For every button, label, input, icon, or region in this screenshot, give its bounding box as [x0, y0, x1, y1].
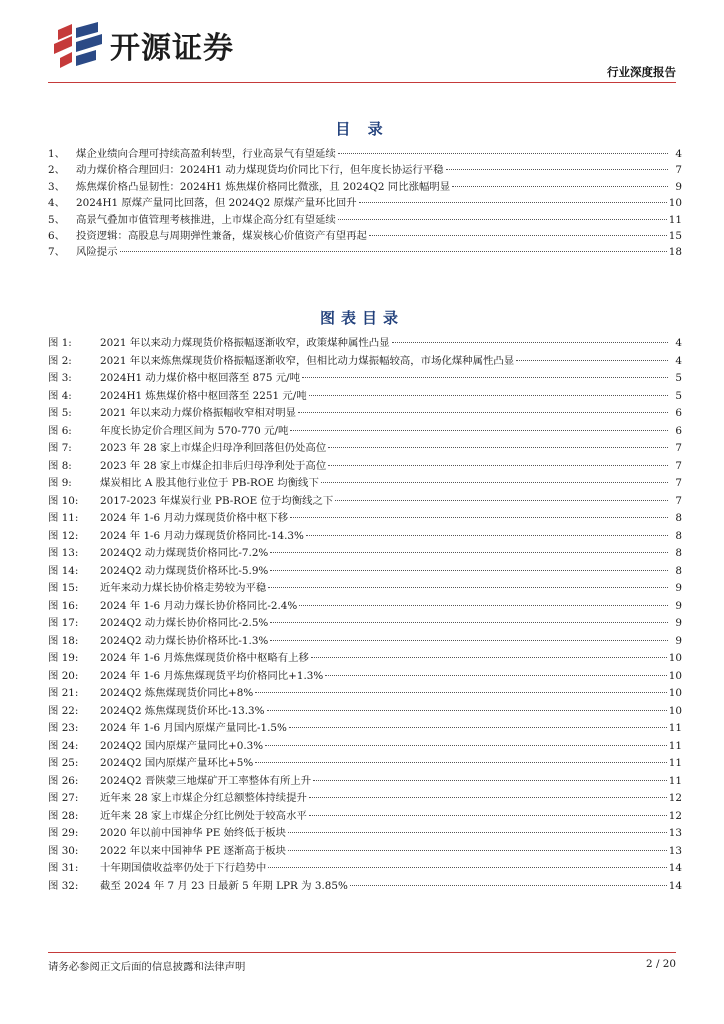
figure-item[interactable] [48, 738, 682, 756]
entry-page: 13 [668, 844, 682, 857]
entry-number: 图 5: [48, 407, 72, 419]
entry-page: 7 [675, 494, 682, 507]
entry-number: 图 26: [48, 774, 79, 787]
figure-item[interactable] [48, 860, 682, 878]
entry-title: 2024Q2 炼焦煤现货价环比-13.3% [100, 704, 265, 717]
entry-title: 动力煤价格合理回归：2024H1 动力煤现货均价同比下行，但年度长协运行平稳 [76, 164, 444, 177]
entry-title: 煤炭相比 A 股其他行业位于 PB-ROE 均衡线下 [100, 477, 319, 489]
entry-page: 4 [675, 354, 682, 367]
figure-item[interactable] [48, 440, 682, 458]
entry-number: 图 15: [48, 582, 79, 594]
leader-dots [270, 570, 668, 571]
toc-item[interactable] [48, 162, 682, 178]
entry-number: 图 8: [48, 459, 72, 472]
figures-list [48, 335, 682, 895]
entry-page: 10 [668, 687, 682, 699]
report-type-label: 行业深度报告 [607, 65, 676, 79]
entry-number: 图 7: [48, 442, 72, 454]
figure-item[interactable] [48, 528, 682, 546]
leader-dots [288, 832, 667, 833]
entry-number: 7、 [48, 246, 66, 259]
entry-number: 图 24: [48, 739, 79, 752]
entry-title: 2020 年以前中国神华 PE 始终低于板块 [100, 827, 287, 839]
figure-item[interactable] [48, 458, 682, 476]
entry-title: 2021 年以来炼焦煤现货价格振幅逐渐收窄，但相比动力煤振幅较高，市场化煤种属性凸显 [100, 354, 515, 367]
entry-page: 14 [668, 879, 682, 892]
entry-number: 1、 [48, 148, 66, 160]
entry-title: 截至 2024 年 7 月 23 日最新 5 年期 LPR 为 3.85% [100, 879, 348, 892]
entry-number: 图 27: [48, 792, 79, 804]
entry-page: 11 [668, 722, 682, 734]
leader-dots [313, 780, 667, 781]
entry-number: 图 3: [48, 372, 72, 384]
entry-number: 图 28: [48, 809, 79, 822]
leader-dots [120, 251, 667, 252]
figure-item[interactable] [48, 773, 682, 791]
entry-title: 近年来 28 家上市煤企分红总额整体持续提升 [100, 792, 307, 804]
figure-item[interactable] [48, 563, 682, 581]
figure-item[interactable] [48, 335, 682, 353]
entry-page: 10 [668, 197, 682, 210]
leader-dots [392, 342, 668, 343]
entry-number: 6、 [48, 229, 66, 242]
leader-dots [299, 605, 668, 606]
entry-number: 图 23: [48, 722, 79, 734]
leader-dots [311, 657, 667, 658]
entry-title: 风险提示 [76, 246, 118, 259]
entry-number: 图 2: [48, 354, 72, 367]
leader-dots [309, 395, 668, 396]
figure-item[interactable] [48, 615, 682, 633]
entry-title: 2024 年 1-6 月动力煤现货价格中枢下移 [100, 512, 289, 524]
entry-page: 12 [668, 792, 682, 804]
brand-name: 开源证券 [110, 31, 234, 66]
toc-item[interactable] [48, 212, 682, 228]
entry-number: 图 18: [48, 634, 79, 647]
entry-number: 5、 [48, 213, 66, 226]
figure-item[interactable] [48, 790, 682, 808]
entry-page: 8 [675, 529, 682, 542]
entry-title: 2024Q2 动力煤长协价格同比-2.5% [100, 617, 269, 629]
figure-item[interactable] [48, 685, 682, 703]
entry-number: 图 19: [48, 652, 79, 664]
leader-dots [290, 517, 668, 518]
entry-number: 图 17: [48, 617, 79, 629]
leader-dots [309, 815, 667, 816]
entry-title: 2022 年以来中国神华 PE 逐渐高于板块 [100, 844, 287, 857]
leader-dots [306, 535, 668, 536]
leader-dots [270, 622, 668, 623]
entry-page: 9 [675, 634, 682, 647]
figure-item[interactable] [48, 370, 682, 388]
entry-title: 高景气叠加市值管理考核推进，上市煤企高分红有望延续 [76, 213, 336, 226]
entry-page: 7 [675, 477, 682, 489]
entry-number: 3、 [48, 180, 66, 193]
figure-item[interactable] [48, 650, 682, 668]
leader-dots [446, 169, 668, 170]
entry-title: 2023 年 28 家上市煤企归母净利回落但仍处高位 [100, 442, 327, 454]
leader-dots [338, 153, 668, 154]
entry-number: 图 29: [48, 827, 79, 839]
leader-dots [267, 710, 667, 711]
entry-number: 图 30: [48, 844, 79, 857]
entry-title: 年度长协定价合理区间为 570-770 元/吨 [100, 424, 289, 437]
entry-title: 2024 年 1-6 月炼焦煤现货平均价格同比+1.3% [100, 669, 324, 682]
entry-page: 6 [675, 407, 682, 419]
figure-item[interactable] [48, 633, 682, 651]
entry-page: 10 [668, 652, 682, 664]
entry-title: 2017-2023 年煤炭行业 PB-ROE 位于均衡线之下 [100, 494, 334, 507]
figure-item[interactable] [48, 703, 682, 721]
entry-title: 2024H1 原煤产量同比回落，但 2024Q2 原煤产量环比回升 [76, 197, 357, 210]
entry-title: 2024Q2 动力煤现货价格环比-5.9% [100, 564, 269, 577]
entry-page: 9 [675, 582, 682, 594]
figure-item[interactable] [48, 493, 682, 511]
toc-item[interactable] [48, 195, 682, 211]
entry-page: 18 [668, 246, 682, 259]
entry-number: 图 12: [48, 529, 79, 542]
entry-title: 2024Q2 晋陕蒙三地煤矿开工率整体有所上升 [100, 774, 312, 787]
entry-title: 2024Q2 动力煤现货价格同比-7.2% [100, 547, 269, 559]
entry-page: 11 [668, 213, 682, 226]
entry-title: 近年来 28 家上市煤企分红比例处于较高水平 [100, 809, 307, 822]
entry-page: 5 [675, 372, 682, 384]
entry-title: 2024Q2 动力煤长协价格环比-1.3% [100, 634, 269, 647]
entry-number: 图 6: [48, 424, 72, 437]
figure-item[interactable] [48, 668, 682, 686]
page-number: 2 / 20 [646, 958, 676, 970]
leader-dots [359, 202, 667, 203]
figure-item[interactable] [48, 808, 682, 826]
entry-title: 2024Q2 炼焦煤现货价同比+8% [100, 687, 254, 699]
leader-dots [452, 186, 668, 187]
leader-dots [516, 360, 668, 361]
leader-dots [302, 377, 668, 378]
toc-list [48, 146, 682, 261]
entry-page: 9 [675, 180, 682, 193]
entry-page: 4 [675, 148, 682, 160]
entry-title: 2024Q2 国内原煤产量环比+5% [100, 757, 254, 769]
entry-page: 7 [675, 164, 682, 177]
entry-number: 图 32: [48, 879, 79, 892]
entry-number: 图 22: [48, 704, 79, 717]
brand-logo [52, 22, 234, 68]
entry-title: 炼焦煤价格凸显韧性：2024H1 炼焦煤价格同比微涨，且 2024Q2 同比涨幅明显 [76, 180, 451, 193]
leader-dots [268, 867, 667, 868]
entry-page: 11 [668, 739, 682, 752]
entry-title: 2021 年以来动力煤现货价格振幅逐渐收窄，政策煤种属性凸显 [100, 337, 390, 349]
entry-number: 图 16: [48, 599, 79, 612]
figure-item[interactable] [48, 545, 682, 563]
figure-item[interactable] [48, 720, 682, 738]
entry-title: 十年期国债收益率仍处于下行趋势中 [100, 862, 267, 874]
entry-number: 图 21: [48, 687, 79, 699]
entry-page: 15 [668, 229, 682, 242]
figure-item[interactable] [48, 423, 682, 441]
kaiyuan-logo-icon [52, 22, 104, 68]
leader-dots [265, 745, 667, 746]
entry-title: 2024Q2 国内原煤产量同比+0.3% [100, 739, 264, 752]
entry-page: 11 [668, 757, 682, 769]
entry-title: 煤企业绩向合理可持续高盈利转型，行业高景气有望延续 [76, 148, 336, 160]
figure-item[interactable] [48, 388, 682, 406]
entry-page: 10 [668, 669, 682, 682]
entry-number: 图 31: [48, 862, 79, 874]
leader-dots [369, 235, 667, 236]
leader-dots [338, 219, 667, 220]
entry-number: 图 9: [48, 477, 72, 489]
entry-title: 2024 年 1-6 月动力煤长协价格同比-2.4% [100, 599, 298, 612]
toc-item[interactable] [48, 179, 682, 195]
figure-item[interactable] [48, 878, 682, 896]
leader-dots [270, 640, 668, 641]
entry-page: 6 [675, 424, 682, 437]
leader-dots [270, 552, 668, 553]
entry-title: 2024H1 动力煤价格中枢回落至 875 元/吨 [100, 372, 301, 384]
entry-page: 11 [668, 774, 682, 787]
figure-item[interactable] [48, 510, 682, 528]
entry-page: 8 [675, 564, 682, 577]
leader-dots [328, 447, 668, 448]
footer-divider [48, 952, 676, 953]
leader-dots [309, 797, 667, 798]
entry-page: 14 [668, 862, 682, 874]
leader-dots [268, 587, 668, 588]
entry-page: 4 [675, 337, 682, 349]
entry-title: 投资逻辑：高股息与周期弹性兼备，煤炭核心价值资产有望再起 [76, 229, 367, 242]
figure-item[interactable] [48, 405, 682, 423]
figure-item[interactable] [48, 598, 682, 616]
entry-page: 8 [675, 547, 682, 559]
leader-dots [289, 727, 667, 728]
leader-dots [255, 762, 667, 763]
toc-item[interactable] [48, 146, 682, 162]
figure-item[interactable] [48, 843, 682, 861]
entry-page: 10 [668, 704, 682, 717]
entry-number: 图 11: [48, 512, 79, 524]
entry-number: 2、 [48, 164, 66, 177]
leader-dots [350, 885, 667, 886]
leader-dots [298, 412, 668, 413]
entry-title: 2024 年 1-6 月国内原煤产量同比-1.5% [100, 722, 287, 734]
entry-title: 2024 年 1-6 月动力煤现货价格同比-14.3% [100, 529, 304, 542]
toc-item[interactable] [48, 228, 682, 244]
entry-title: 2021 年以来动力煤价格振幅收窄相对明显 [100, 407, 296, 419]
entry-page: 9 [675, 599, 682, 612]
figure-item[interactable] [48, 475, 682, 493]
toc-item[interactable] [48, 244, 682, 260]
entry-title: 近年来动力煤长协价格走势较为平稳 [100, 582, 267, 594]
entry-page: 8 [675, 512, 682, 524]
entry-number: 图 14: [48, 564, 79, 577]
entry-page: 7 [675, 459, 682, 472]
figure-item[interactable] [48, 755, 682, 773]
entry-number: 图 13: [48, 547, 79, 559]
figure-item[interactable] [48, 580, 682, 598]
entry-title: 2023 年 28 家上市煤企扣非后归母净利处于高位 [100, 459, 327, 472]
leader-dots [328, 465, 668, 466]
leader-dots [325, 675, 667, 676]
toc-title: 目 录 [335, 120, 389, 138]
entry-page: 5 [675, 389, 682, 402]
entry-page: 9 [675, 617, 682, 629]
entry-number: 图 10: [48, 494, 79, 507]
entry-page: 7 [675, 442, 682, 454]
entry-number: 图 20: [48, 669, 79, 682]
figure-item[interactable] [48, 353, 682, 371]
figure-item[interactable] [48, 825, 682, 843]
leader-dots [288, 850, 667, 851]
footer-disclaimer: 请务必参阅正文后面的信息披露和法律声明 [48, 961, 246, 973]
entry-number: 图 4: [48, 389, 72, 402]
leader-dots [290, 430, 668, 431]
leader-dots [321, 482, 668, 483]
figures-title: 图表目录 [319, 309, 404, 327]
leader-dots [335, 500, 668, 501]
entry-title: 2024 年 1-6 月炼焦煤现货价格中枢略有上移 [100, 652, 309, 664]
entry-title: 2024H1 炼焦煤价格中枢回落至 2251 元/吨 [100, 389, 307, 402]
header-divider [48, 82, 676, 83]
entry-page: 13 [668, 827, 682, 839]
entry-page: 12 [668, 809, 682, 822]
page-header [0, 0, 724, 90]
entry-number: 图 1: [48, 337, 72, 349]
entry-number: 图 25: [48, 757, 79, 769]
leader-dots [255, 692, 667, 693]
entry-number: 4、 [48, 197, 66, 210]
